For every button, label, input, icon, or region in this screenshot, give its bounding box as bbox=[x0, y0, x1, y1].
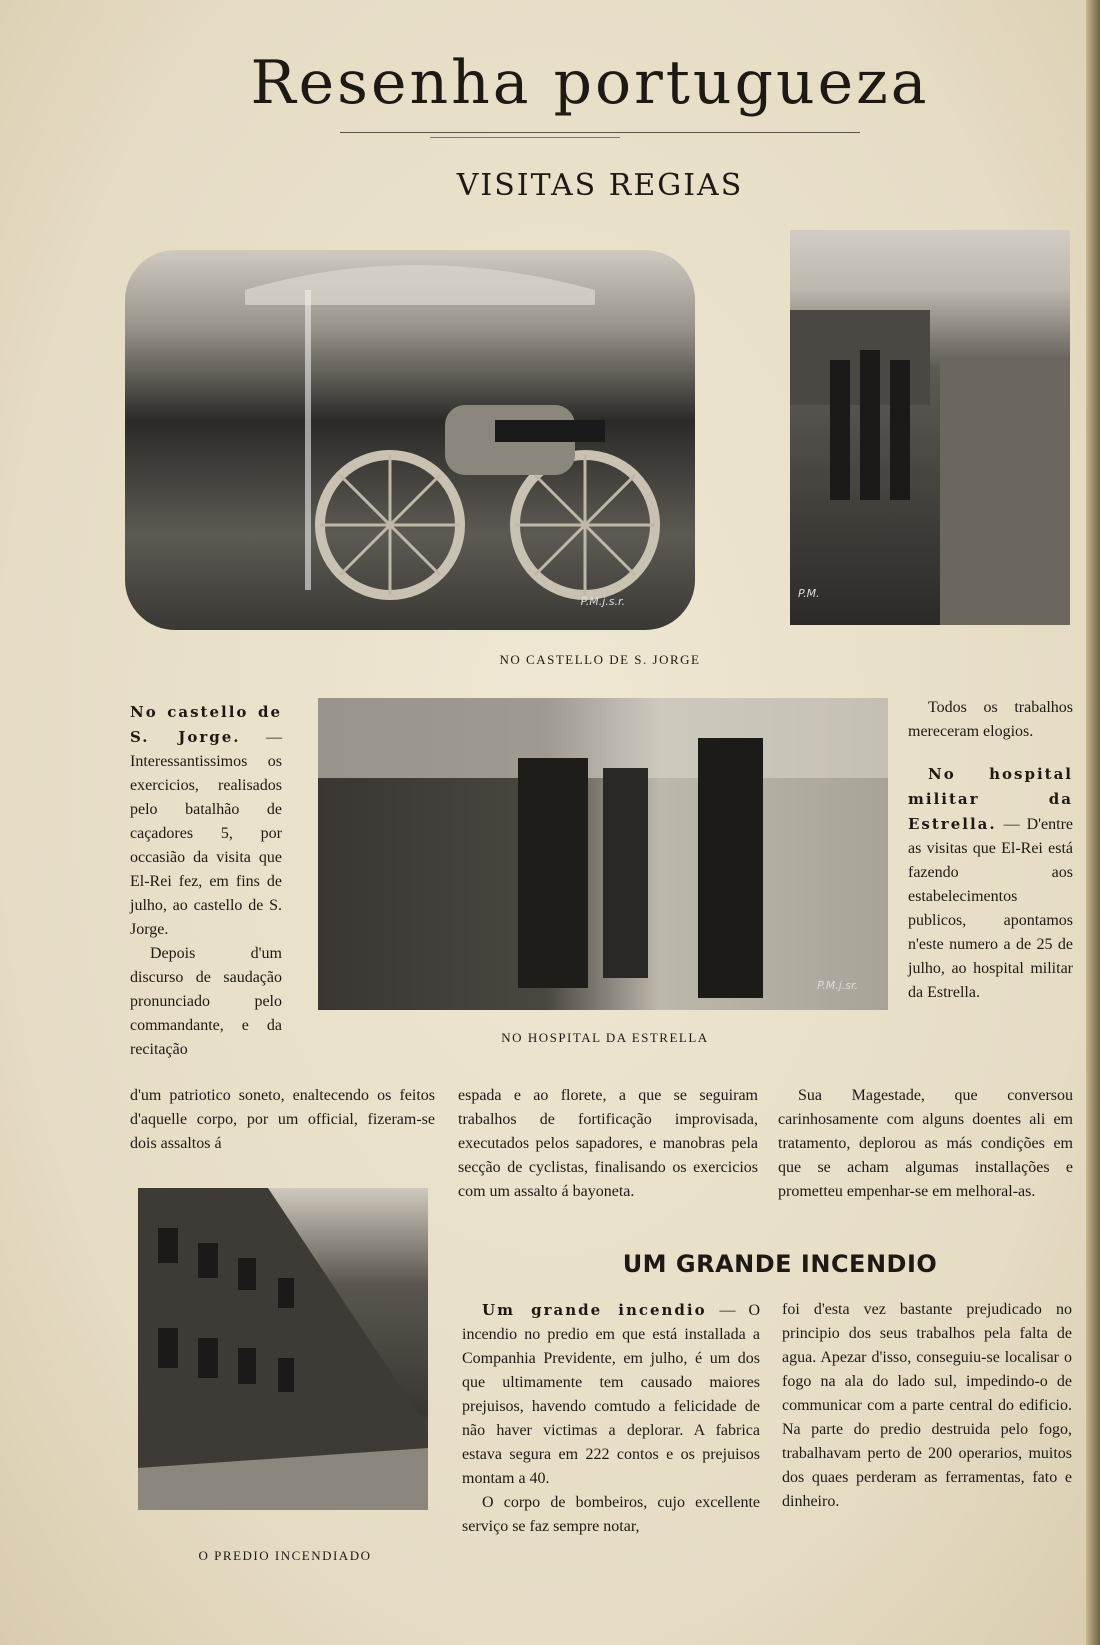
photo-signature: P.M.j.sr. bbox=[817, 979, 858, 992]
article-text: Todos os trabalhos mereceram elogios. bbox=[908, 699, 1073, 740]
article-text: d'um patriotico soneto, enaltecendo os feitos d'aquelle corpo, por um official, fizeram-se dois assaltos á bbox=[130, 1087, 435, 1152]
caption-hospital: NO HOSPITAL DA ESTRELLA bbox=[501, 1030, 709, 1045]
article-lead: Um grande incendio bbox=[482, 1301, 707, 1319]
article-incendio-col-b bbox=[782, 1298, 1072, 1514]
building-illustration bbox=[138, 1188, 428, 1510]
photo-signature: P.M. bbox=[798, 587, 820, 600]
photo-signature: P.M.j.s.r. bbox=[580, 595, 625, 608]
masthead: Resenha portugueza bbox=[250, 48, 930, 118]
article-castello-col-left-wide bbox=[130, 1084, 435, 1156]
article-text: — Interessantissimos os exercicios, realisados pelo batalhão de caçadores 5, por occasião da visita que El-Rei fez, em fins de julho, ao castello de S. Jorge. bbox=[130, 729, 282, 938]
photo-castello-tower bbox=[790, 230, 1070, 625]
article-col-right-top bbox=[908, 696, 1073, 1005]
tower-illustration bbox=[790, 230, 1070, 625]
article-lead: No hospital militar da Estrella. bbox=[908, 765, 1073, 833]
article-text: Sua Magestade, que conversou carinhosamente com alguns doentes ali em tratamento, deplorou as más condições em que se acham algumas installações e prometteu empenhar-se em melhoral-as. bbox=[778, 1087, 1073, 1200]
cannon-illustration bbox=[125, 250, 695, 630]
photo-castello bbox=[125, 250, 695, 630]
hospital-illustration bbox=[318, 698, 888, 1010]
article-text: O corpo de bombeiros, cujo excellente serviço se faz sempre notar, bbox=[462, 1494, 760, 1535]
photo-predio bbox=[138, 1188, 428, 1510]
article-text: espada e ao florete, a que se seguiram trabalhos de fortificação improvisada, executados pelos sapadores, e manobras pela secção de cyclistas, finalisando os exercicios com um assalto á bayoneta. bbox=[458, 1087, 758, 1200]
article-hospital-col-right bbox=[778, 1084, 1073, 1204]
caption-castello: NO CASTELLO DE S. JORGE bbox=[499, 652, 701, 667]
photo-hospital bbox=[318, 698, 888, 1010]
page-edge bbox=[1086, 0, 1100, 1645]
masthead-rule-short bbox=[430, 137, 620, 138]
masthead-rule bbox=[340, 132, 860, 133]
caption-predio: O PREDIO INCENDIADO bbox=[198, 1548, 372, 1563]
section-title: VISITAS REGIAS bbox=[456, 168, 744, 203]
article-text: foi d'esta vez bastante prejudicado no principio dos seus trabalhos pela falta de agua. Apezar d'isso, conseguiu-se localisar o fogo na ala do lado sul, impedindo-o de communicar com a parte central do edificio. Na parte do predio destruida pelo fogo, trabalhavam perto de 200 operarios, muitos dos quaes perderam as ferramentas, fato e dinheiro. bbox=[782, 1301, 1072, 1510]
article-text: — O incendio no predio em que está installada a Companhia Previdente, em julho, é um dos que ultimamente tem causado maiores prejuisos, havendo comtudo a felicidade de não haver victimas a deplorar. A fabrica estava segura em 222 contos e os prejuisos montam a 40. bbox=[462, 1302, 760, 1487]
article-text: — D'entre as visitas que El-Rei está fazendo aos estabelecimentos publicos, apontamos n'este numero a de 25 de julho, ao hospital militar da Estrella. bbox=[908, 816, 1073, 1001]
article-castello-col-left bbox=[130, 700, 282, 1062]
article-lead: No castello de S. Jorge. bbox=[130, 703, 282, 746]
article-text: Depois d'um discurso de saudação pronunciado pelo commandante, e da recitação bbox=[130, 945, 282, 1058]
heading-incendio: UM GRANDE INCENDIO bbox=[622, 1250, 938, 1278]
article-incendio-col-a bbox=[462, 1298, 760, 1539]
article-castello-col-mid bbox=[458, 1084, 758, 1204]
